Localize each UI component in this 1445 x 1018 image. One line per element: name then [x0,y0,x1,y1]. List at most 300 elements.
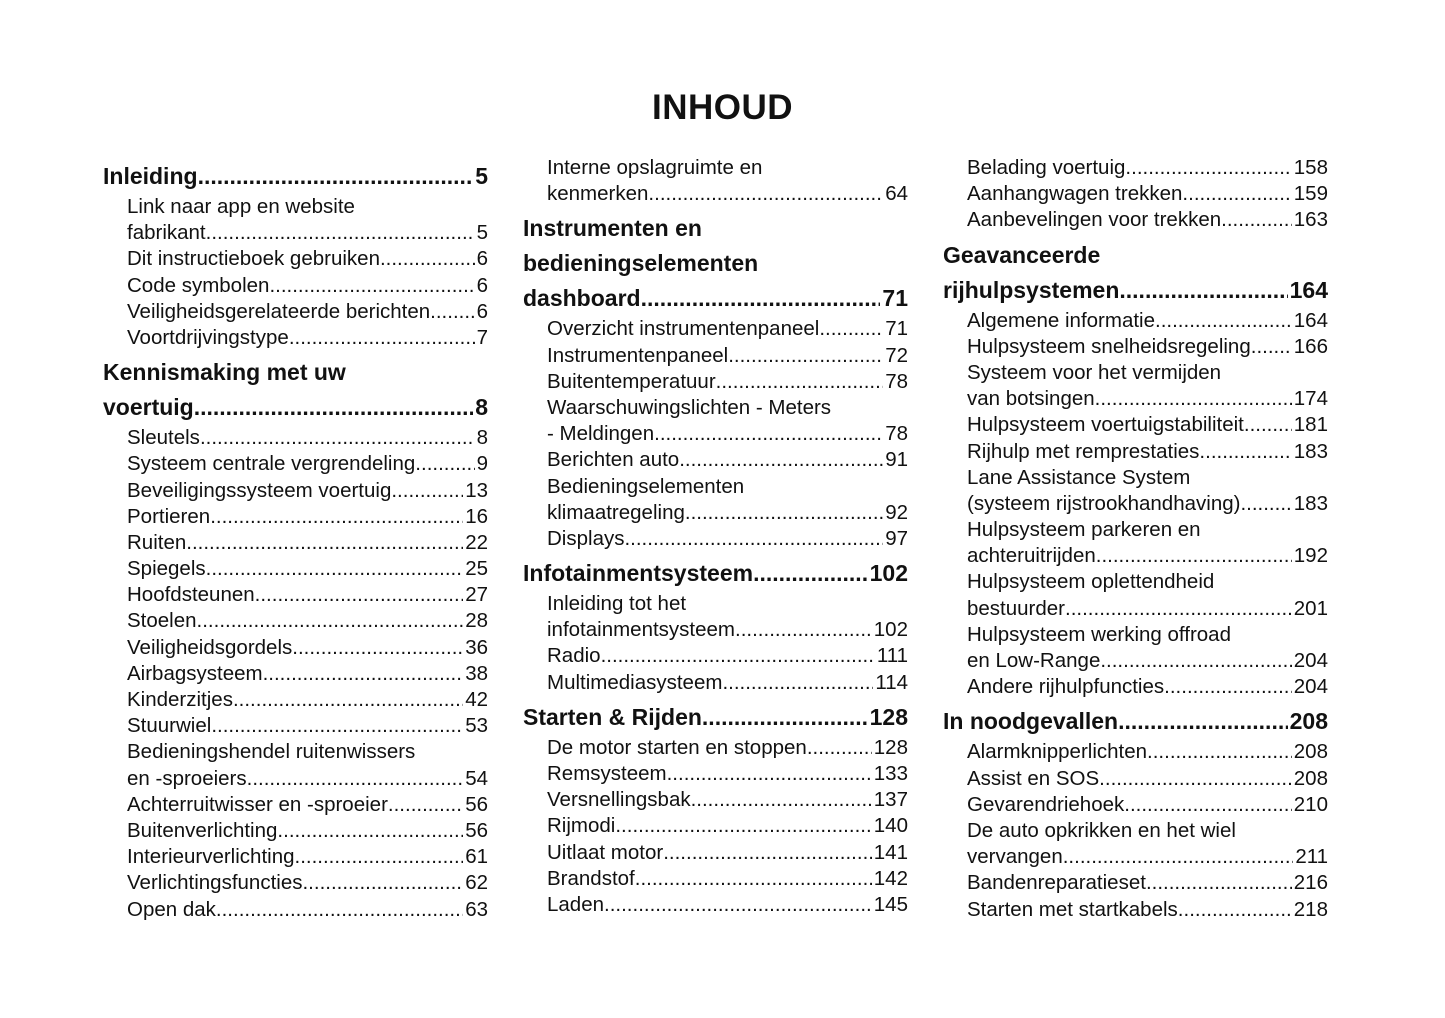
page-number: 145 [873,892,908,916]
toc-entry[interactable] [103,273,488,299]
section-title-row [523,281,908,316]
page-number: 111 [876,644,908,668]
entry-title-row [967,308,1328,334]
dot-leader [200,425,475,451]
entry-title-row [547,735,908,761]
toc-entry[interactable] [943,739,1328,765]
toc-entry[interactable] [523,591,908,643]
entry-title: Radio [547,644,601,668]
dot-leader [206,220,475,246]
toc-entry[interactable] [103,870,488,896]
entry-title: kenmerken [547,182,649,206]
entry-title: Alarmknipperlichten [967,740,1148,764]
entry-title-row [127,608,488,634]
dot-leader [1221,207,1292,233]
dot-leader [819,316,883,342]
dot-leader [601,643,875,669]
entry-title-row [547,316,908,342]
entry-title-row [127,425,488,451]
entry-title: Hulpsysteem voertuigstabiliteit [967,413,1244,437]
entry-title-row [127,635,488,661]
dot-leader [295,844,464,870]
entry-title-line: Inleiding tot het [547,592,687,616]
section-title-line: Instrumenten en [523,215,702,242]
dot-leader [255,582,464,608]
page-number: 140 [873,814,908,838]
dot-leader [1125,155,1291,181]
toc-entry[interactable] [523,395,908,447]
page-number: 163 [1293,208,1328,232]
page-number: 6 [476,247,488,271]
entry-title: Starten met startkabels [967,897,1178,921]
entry-title-line: Waarschuwingslichten - Meters [547,395,832,419]
entry-title-row [127,687,488,713]
section-title-line: bedieningselementen [523,250,759,277]
page-number: 13 [465,478,488,502]
entry-title-row [127,504,488,530]
dot-leader [380,246,475,272]
dot-leader [1244,412,1292,438]
entry-title-line: De auto opkrikken en het wiel [967,818,1236,842]
toc-entry[interactable] [523,155,908,207]
dot-leader [663,840,872,866]
toc-section[interactable] [103,355,488,425]
toc-entry[interactable] [943,870,1328,896]
toc-entry[interactable] [103,792,488,818]
entry-title-row [127,478,488,504]
dot-leader [277,818,463,844]
page-number: 22 [465,530,488,554]
page-number: 192 [1293,544,1328,568]
dot-leader [648,181,883,207]
toc-entry[interactable] [943,517,1328,569]
entry-title: en -sproeiers [127,766,247,790]
toc-entry[interactable] [523,670,908,696]
page-number: 63 [465,897,488,921]
entry-title-row [127,556,488,582]
toc-entry[interactable] [103,739,488,791]
entry-title-row [547,617,908,643]
page-number: 5 [475,163,488,189]
dot-leader [641,281,881,316]
entry-title: vervangen [967,845,1063,869]
page-number: 128 [873,735,908,759]
toc-entry[interactable] [943,465,1328,517]
page-number: 78 [885,422,908,446]
section-title: voertuig [103,394,194,421]
entry-title: Buitentemperatuur [547,369,716,393]
entry-title-row [127,870,488,896]
dot-leader [216,897,463,923]
toc-section[interactable] [523,556,908,591]
page-number: 159 [1293,182,1328,206]
entry-title-line: Bedieningselementen [547,474,745,498]
toc-entry[interactable] [103,246,488,272]
toc-entry[interactable] [943,766,1328,792]
dot-leader [269,273,474,299]
toc-entry[interactable] [523,526,908,552]
entry-title: Systeem centrale vergrendeling [127,452,416,476]
entry-title: Achterruitwisser en -sproeier [127,792,388,816]
dot-leader [302,870,463,896]
page-number: 218 [1293,897,1328,921]
section-title-row [523,700,908,735]
entry-title: Ruiten [127,530,187,554]
entry-title-line: Hulpsysteem oplettendheid [967,570,1215,594]
toc-section[interactable] [523,211,908,316]
toc-entry[interactable] [103,661,488,687]
entry-title: Displays [547,526,625,550]
page-number: 201 [1293,596,1328,620]
entry-title: Voortdrijvingstype [127,325,289,349]
dot-leader [691,787,872,813]
toc-entry[interactable] [943,818,1328,870]
page-number: 16 [465,504,488,528]
toc-entry[interactable] [103,556,488,582]
entry-title: (systeem rijstrookhandhaving) [967,491,1241,515]
entry-title: Overzicht instrumentenpaneel [547,317,820,341]
dot-leader [1182,181,1291,207]
toc-entry[interactable] [523,474,908,526]
dot-leader [1119,273,1287,308]
entry-title: Berichten auto [547,448,680,472]
toc-entry[interactable] [943,308,1328,334]
entry-title-row [127,897,488,923]
entry-title-row [967,596,1328,622]
page-number: 208 [1289,708,1328,735]
entry-title: Stoelen [127,609,197,633]
entry-title: De motor starten en stoppen [547,735,807,759]
toc-entry[interactable] [103,504,488,530]
entry-title: Uitlaat motor [547,840,664,864]
dot-leader [1251,334,1292,360]
toc-entry[interactable] [943,569,1328,621]
section-title: In noodgevallen [943,708,1119,735]
entry-title-row [967,674,1328,700]
toc-entry[interactable] [103,325,488,351]
entry-title-row [127,273,488,299]
page-number: 71 [885,317,908,341]
entry-title-row [967,439,1328,465]
section-title-line: Kennismaking met uw [103,359,346,386]
page-number: 137 [873,788,908,812]
entry-title-row [967,386,1328,412]
page-number: 8 [475,394,488,421]
page-number: 27 [465,583,488,607]
dot-leader [685,500,883,526]
entry-title: Multimediasysteem [547,670,723,694]
toc-entry[interactable] [523,840,908,866]
dot-leader [1178,897,1292,923]
page-number: 97 [885,526,908,550]
toc-entry[interactable] [943,792,1328,818]
dot-leader [1164,674,1292,700]
entry-title: Verlichtingsfuncties [127,871,303,895]
dot-leader [624,526,883,552]
toc-entry[interactable] [523,447,908,473]
toc-section[interactable] [943,238,1328,308]
page-number: 114 [875,670,908,694]
entry-title: fabrikant [127,221,206,245]
toc-entry[interactable] [103,687,488,713]
toc-entry[interactable] [103,897,488,923]
toc-section[interactable] [103,159,488,194]
toc-entry[interactable] [943,334,1328,360]
entry-title: klimaatregeling [547,500,685,524]
entry-title: Assist en SOS [967,766,1100,790]
toc-entry[interactable] [943,674,1328,700]
page-number: 28 [465,609,488,633]
page-number: 142 [873,866,908,890]
page-number: 92 [885,500,908,524]
section-title: dashboard [523,285,641,312]
entry-title: Stuurwiel [127,714,212,738]
page-number: 174 [1293,387,1328,411]
toc-entry[interactable] [103,194,488,246]
entry-title-row [547,866,908,892]
entry-title: - Meldingen [547,422,655,446]
section-title-line: Geavanceerde [943,241,1101,268]
entry-title: Gevarendriehoek [967,792,1125,816]
toc-section[interactable] [523,700,908,735]
section-title: rijhulpsystemen [943,276,1120,303]
dot-leader [197,608,464,634]
entry-title-line: Link naar app en website [127,195,355,218]
entry-title-row [547,447,908,473]
entry-title-row [967,181,1328,207]
entry-title: Algemene informatie [967,308,1156,332]
entry-title-line: Interne opslagruimte en [547,156,763,179]
dot-leader [1096,543,1292,569]
toc-entry[interactable] [943,622,1328,674]
entry-title-row [967,844,1328,870]
dot-leader [807,735,872,761]
entry-title-row [547,181,908,207]
entry-title-row [127,246,488,272]
toc-entry[interactable] [103,818,488,844]
page-number: 36 [465,635,488,659]
toc-entry[interactable] [943,181,1328,207]
entry-title: Veiligheidsgerelateerde berichten [127,299,431,323]
toc-entry[interactable] [103,844,488,870]
entry-title: Portieren [127,504,211,528]
toc-entry[interactable] [103,530,488,556]
toc-entry[interactable] [523,761,908,787]
dot-leader [728,343,883,369]
entry-title: Beveiligingssysteem voertuig [127,478,392,502]
toc-section[interactable] [943,704,1328,739]
entry-title-row [547,892,908,918]
entry-title-row [127,766,488,792]
entry-title: bestuurder [967,596,1066,620]
entry-title-row [547,787,908,813]
toc-entry[interactable] [943,155,1328,181]
toc-entry[interactable] [103,713,488,739]
entry-title: Versnellingsbak [547,788,691,812]
entry-title-row [967,155,1328,181]
dot-leader [604,892,872,918]
entry-title-row [547,369,908,395]
entry-title: van botsingen [967,387,1095,411]
page-number: 181 [1293,413,1328,437]
dot-leader [667,761,872,787]
entry-title: achteruitrijden [967,544,1096,568]
entry-title: Remsysteem [547,762,667,785]
toc-entry[interactable] [943,439,1328,465]
dot-leader [654,421,883,447]
page-number: 211 [1295,845,1328,869]
dot-leader [1095,386,1292,412]
page-number: 38 [465,661,488,685]
toc-entry[interactable] [523,735,908,761]
entry-title-row [127,451,488,477]
page-number: 54 [465,766,488,790]
toc-entry[interactable] [103,451,488,477]
entry-title-row [127,818,488,844]
toc-entry[interactable] [103,582,488,608]
page-number: 56 [465,792,488,816]
toc-entry[interactable] [523,369,908,395]
entry-title-row [967,412,1328,438]
toc-entry[interactable] [523,787,908,813]
page-number: 25 [465,557,488,581]
dot-leader [753,556,868,591]
page-number: 133 [873,762,908,785]
dot-leader [1100,648,1291,674]
section-title-row [943,704,1328,739]
page-number: 183 [1293,439,1328,463]
dot-leader [388,792,463,818]
toc-entry[interactable] [943,360,1328,412]
page-number: 208 [1293,740,1328,764]
entry-title: Rijmodi [547,814,616,838]
toc-entry[interactable] [523,813,908,839]
dot-leader [1118,704,1288,739]
entry-title: Brandstof [547,866,635,890]
entry-title-row [967,207,1328,233]
page-number: 9 [476,452,488,476]
page-number: 204 [1293,675,1328,699]
page-number: 71 [882,285,908,312]
section-title: Starten & Rijden [523,703,702,730]
page-number: 158 [1293,156,1328,179]
page-number: 42 [465,688,488,711]
toc-column-2 [523,155,908,918]
entry-title-line: Bedieningshendel ruitenwissers [127,740,416,764]
dot-leader [1124,792,1292,818]
toc-column-1 [103,155,488,923]
entry-title: Hoofdsteunen [127,583,255,607]
toc-entry[interactable] [103,635,488,661]
entry-title-row [967,792,1328,818]
dot-leader [1240,491,1291,517]
entry-title-row [547,343,908,369]
page-number: 208 [1293,766,1328,790]
page-number: 216 [1293,871,1328,895]
dot-leader [679,447,883,473]
entry-title: Veiligheidsgordels [127,635,293,659]
entry-title-row [127,530,488,556]
section-title-row [103,159,488,194]
page-number: 61 [465,845,488,869]
toc-entry[interactable] [523,643,908,669]
entry-title-row [127,713,488,739]
dot-leader [292,635,463,661]
dot-leader [247,766,464,792]
page-number: 56 [465,818,488,842]
entry-title: Sleutels [127,426,200,450]
dot-leader [635,866,872,892]
toc-entry[interactable] [943,412,1328,438]
dot-leader [415,451,474,477]
section-title: Inleiding [103,163,198,189]
entry-title: Instrumentenpaneel [547,343,729,367]
toc-entry[interactable] [523,316,908,342]
toc-entry[interactable] [943,897,1328,923]
dot-leader [1146,870,1292,896]
toc-entry[interactable] [103,608,488,634]
entry-title-row [547,813,908,839]
entry-title: Hulpsysteem snelheidsregeling [967,334,1251,358]
page-number: 62 [465,871,488,895]
entry-title-line: Lane Assistance System [967,465,1191,489]
toc-entry[interactable] [103,478,488,504]
toc-entry[interactable] [523,892,908,918]
toc-entry[interactable] [523,343,908,369]
page-number: 102 [873,618,908,642]
entry-title: Kinderzitjes [127,688,233,711]
dot-leader [615,813,871,839]
toc-column-3 [943,155,1328,923]
entry-title-row [967,870,1328,896]
entry-title: Rijhulp met remprestaties [967,439,1200,463]
page-number: 78 [885,369,908,393]
entry-title: Laden [547,892,605,916]
entry-title-row [127,661,488,687]
entry-title: Interieurverlichting [127,845,295,869]
page-number: 5 [476,221,488,245]
dot-leader [430,299,474,325]
page-number: 141 [873,840,908,864]
dot-leader [198,159,474,194]
toc-entry[interactable] [103,425,488,451]
entry-title-row [967,648,1328,674]
toc-entry[interactable] [523,866,908,892]
toc-entry[interactable] [943,207,1328,233]
page-number: 8 [476,426,488,450]
dot-leader [716,369,884,395]
entry-title-row [967,897,1328,923]
entry-title: infotainmentsysteem [547,618,736,642]
dot-leader [206,556,464,582]
entry-title: Bandenreparatieset [967,871,1146,895]
page-number: 210 [1293,792,1328,816]
page-title: INHOUD [651,88,794,127]
entry-title: en Low-Range [967,649,1101,672]
section-title: Infotainmentsysteem [523,560,754,587]
page-number: 6 [476,299,488,323]
entry-title-row [547,670,908,696]
entry-title-row [127,844,488,870]
entry-title-row [127,220,488,246]
toc-entry[interactable] [103,299,488,325]
entry-title: Aanhangwagen trekken [967,182,1183,206]
page-number: 164 [1293,308,1328,332]
page-number: 91 [885,448,908,472]
page-number: 128 [869,703,908,730]
dot-leader [210,504,463,530]
dot-leader [1063,844,1294,870]
